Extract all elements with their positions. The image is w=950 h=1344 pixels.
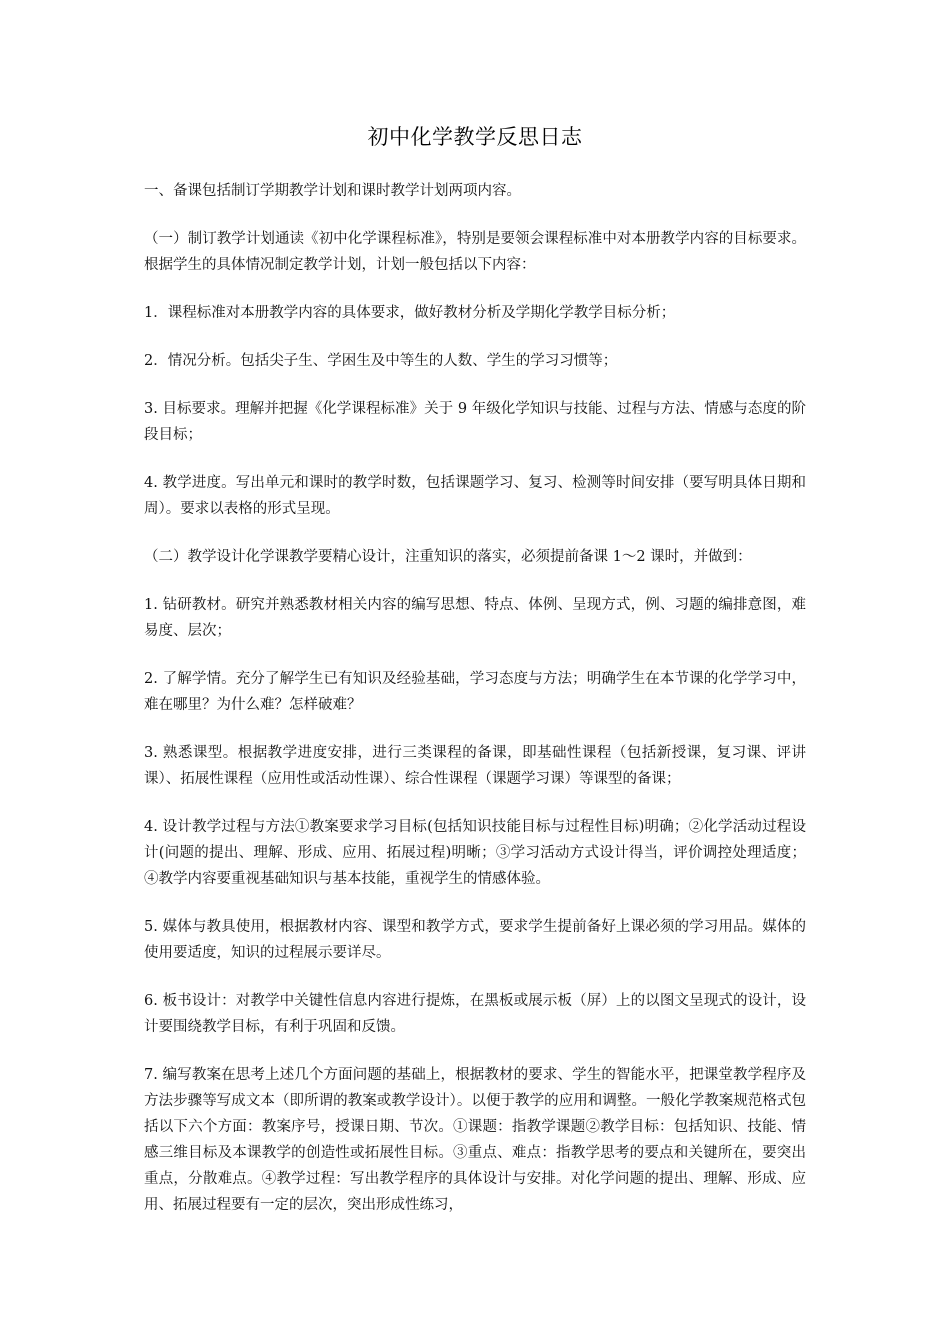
- section-heading-lesson-prep: 一、备课包括制订学期教学计划和课时教学计划两项内容。: [144, 183, 521, 199]
- paragraph-teaching-plan: （一）制订教学计划通读《初中化学课程标准》，特别是要领会课程标准中对本册教学内容的目标要求。根据学生的具体情况制定教学计划，计划一般包括以下内容：: [144, 231, 806, 273]
- plan-item-2: 2．情况分析。包括尖子生、学困生及中等生的人数、学生的学习习惯等；: [144, 353, 618, 369]
- design-item-1: 1. 钻研教材。研究并熟悉教材相关内容的编写思想、特点、体例、呈现方式，例、习题的编排意图，难易度、层次；: [144, 597, 806, 639]
- design-item-3: 3. 熟悉课型。根据教学进度安排，进行三类课程的备课，即基础性课程（包括新授课，复习课、评讲课）、拓展性课程（应用性或活动性课）、综合性课程（课题学习课）等课型的备课；: [144, 745, 806, 787]
- plan-item-3: 3. 目标要求。理解并把握《化学课程标准》关于 9 年级化学知识与技能、过程与方法、情感与态度的阶段目标；: [144, 401, 806, 443]
- plan-item-1: 1．课程标准对本册教学内容的具体要求，做好教材分析及学期化学教学目标分析；: [144, 305, 676, 321]
- design-item-4: 4. 设计教学过程与方法①教案要求学习目标(包括知识技能目标与过程性目标)明确；②化学活动过程设计(问题的提出、理解、形成、应用、拓展过程)明晰；③学习活动方式设计得当，评价调控处理适度；④教学内容要重视基础知识与基本技能，重视学生的情感体验。: [144, 819, 806, 887]
- paragraph-teaching-design: （二）教学设计化学课教学要精心设计，注重知识的落实，必须提前备课 1～2 课时，并做到：: [144, 549, 752, 565]
- design-item-2: 2. 了解学情。充分了解学生已有知识及经验基础，学习态度与方法；明确学生在本节课的化学学习中，难在哪里？为什么难？怎样破难？: [144, 671, 806, 713]
- design-item-6: 6. 板书设计：对教学中关键性信息内容进行提炼，在黑板或展示板（屏）上的以图文呈现式的设计，设计要围绕教学目标，有利于巩固和反馈。: [144, 993, 806, 1035]
- document-title: 初中化学教学反思日志: [367, 125, 583, 149]
- design-item-5: 5. 媒体与教具使用，根据教材内容、课型和教学方式，要求学生提前备好上课必须的学习用品。媒体的使用要适度，知识的过程展示要详尽。: [144, 919, 806, 961]
- design-item-7: 7. 编写教案在思考上述几个方面问题的基础上，根据教材的要求、学生的智能水平，把课堂教学程序及方法步骤等写成文本（即所谓的教案或教学设计）。以便于教学的应用和调整。一般化学教案规范格式包括以下六个方面：教案序号，授课日期、节次。①课题：指教学课题②教学目标：包括知识、技能、情感三维目标及本课教学的创造性或拓展性目标。③重点、难点：指教学思考的要点和关键所在，要突出重点，分散难点。④教学过程：写出教学程序的具体设计与安排。对化学问题的提出、理解、形成、应用、拓展过程要有一定的层次，突出形成性练习，: [144, 1067, 806, 1213]
- plan-item-4: 4. 教学进度。写出单元和课时的教学时数，包括课题学习、复习、检测等时间安排（要写明具体日期和周）。要求以表格的形式呈现。: [144, 475, 806, 517]
